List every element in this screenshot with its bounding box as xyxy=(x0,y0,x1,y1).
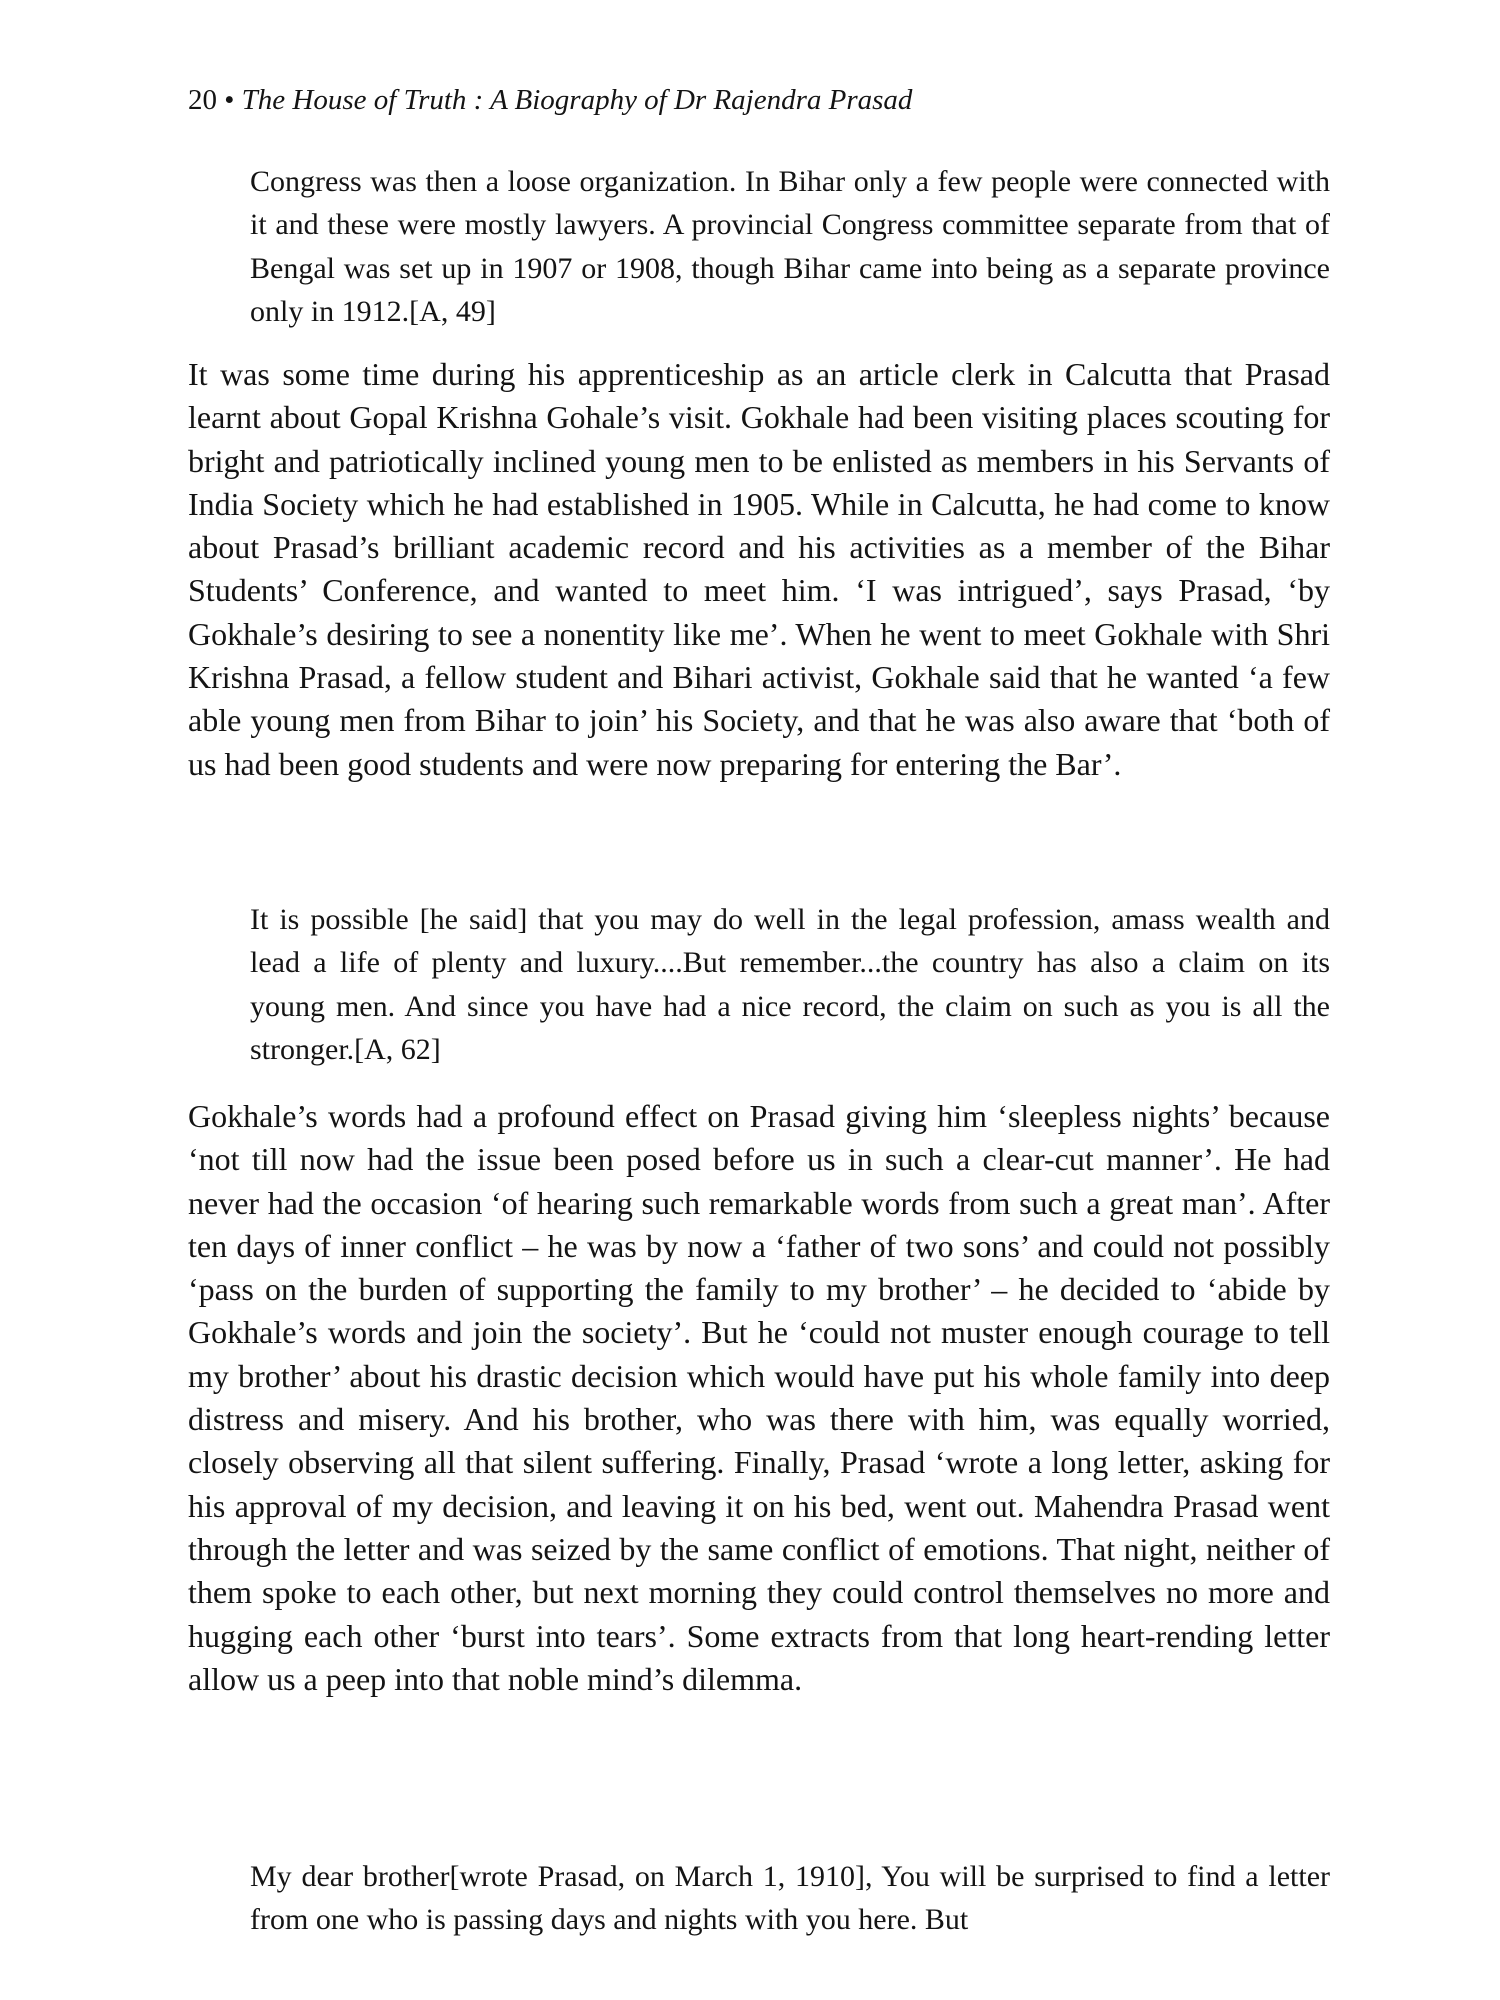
block-quote-letter: My dear brother[wrote Prasad, on March 1, 1910], You will be surprised to find a letter from one who is passing days and nights with you here. But xyxy=(250,1860,1330,1937)
header-bullet: • xyxy=(224,84,235,116)
running-head xyxy=(188,82,912,118)
block-quote-congress: Congress was then a loose organization. In Bihar only a few people were connected with it and these were mostly lawyers. A provincial Congress committee separate from that of Bengal was set up in 1907 or 1908, though Bihar came into being as a separate province only in 1912.[A, 49] xyxy=(250,165,1330,328)
paragraph-prasad-dilemma: Gokhale’s words had a profound effect on Prasad giving him ‘sleepless nights’ because ‘not till now had the issue been posed before us in such a clear-cut manner’. He had never had the occasion ‘of hearing such remarkable words from such a great man’. After ten days of inner conflict – he was by now a ‘father of two sons’ and could not possibly ‘pass on the burden of supporting the family to my brother’ – he decided to ‘abide by Gokhale’s words and join the society’. But he ‘could not muster enough courage to tell my brother’ about his drastic decision which would have put his whole family into deep distress and misery. And his brother, who was there with him, was equally worried, closely observing all that silent suffering. Finally, Prasad ‘wrote a long letter, asking for his approval of my decision, and leaving it on his bed, went out. Mahendra Prasad went through the letter and was seized by the same conflict of emotions. That night, neither of them spoke to each other, but next morning they could control themselves no more and hugging each other ‘burst into tears’. Some extracts from that long heart-rending letter allow us a peep into that noble mind’s dilemma. xyxy=(188,1098,1330,1697)
book-title: The House of Truth : A Biography of Dr Rajendra Prasad xyxy=(241,84,913,116)
page-number: 20 xyxy=(188,84,217,116)
paragraph-gokhale-visit: It was some time during his apprenticeship as an article clerk in Calcutta that Prasad learnt about Gopal Krishna Gohale’s visit. Gokhale had been visiting places scouting for bright and patriotically inclined young men to be enlisted as members in his Servants of India Society which he had established in 1905. While in Calcutta, he had come to know about Prasad’s brilliant academic record and his activities as a member of the Bihar Students’ Conference, and wanted to meet him. ‘I was intrigued’, says Prasad, ‘by Gokhale’s desiring to see a nonentity like me’. When he went to meet Gokhale with Shri Krishna Prasad, a fellow student and Bihari activist, Gokhale said that he wanted ‘a few able young men from Bihar to join’ his Society, and that he was also aware that ‘both of us had been good students and were now preparing for entering the Bar’. xyxy=(188,356,1330,782)
block-quote-gokhale-speech: It is possible [he said] that you may do well in the legal profession, amass wealth and lead a life of plenty and luxury....But remember...the country has also a claim on its young men. And since you have had a nice record, the claim on such as you is all the stronger.[A, 62] xyxy=(250,903,1330,1066)
